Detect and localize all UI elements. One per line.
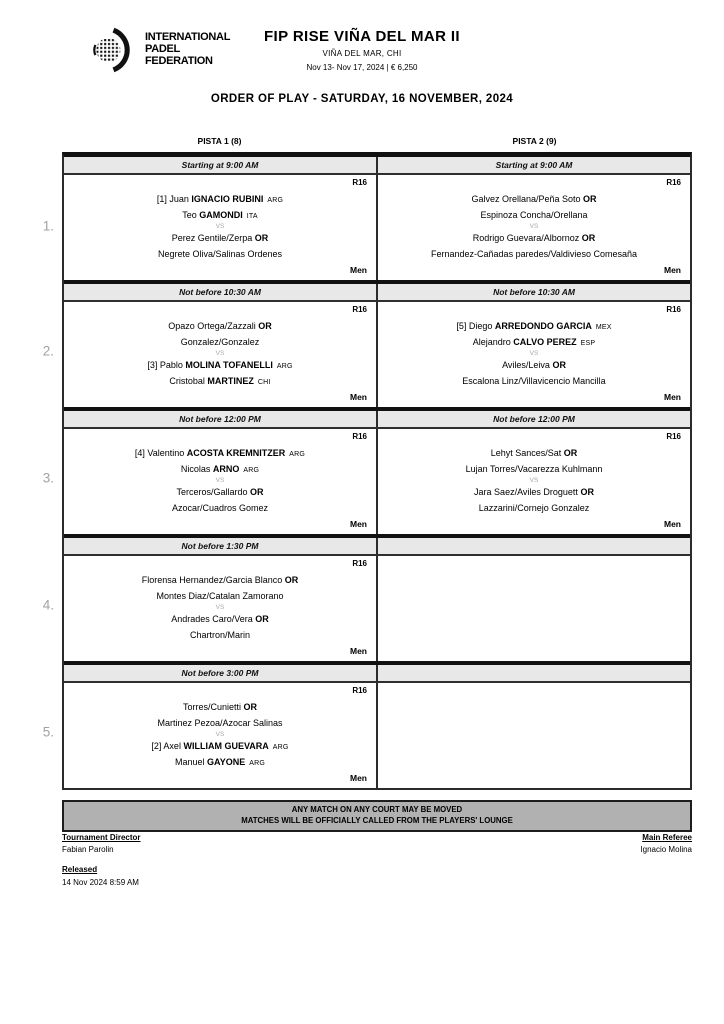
player-surname-text: ARNO bbox=[212, 464, 240, 475]
player-name-text: Teo bbox=[182, 210, 200, 221]
team-line bbox=[387, 360, 681, 371]
country-code: ARG bbox=[289, 450, 306, 458]
category-label: Men bbox=[664, 392, 681, 402]
category-label: Men bbox=[350, 519, 367, 529]
round-label: R16 bbox=[352, 178, 367, 187]
team-line bbox=[387, 210, 681, 221]
player-surname-text: MOLINA TOFANELLI bbox=[185, 359, 273, 370]
player-surname-text: OR bbox=[563, 447, 578, 458]
schedule-row-1 bbox=[42, 157, 690, 280]
match-teams bbox=[387, 443, 681, 519]
team-line bbox=[73, 464, 367, 475]
player-surname-text: OR bbox=[580, 486, 594, 497]
player-surname-text: IGNACIO RUBINI bbox=[191, 193, 264, 204]
player-surname-text: GAYONE bbox=[207, 756, 246, 767]
logo-line-1: INTERNATIONAL bbox=[145, 31, 231, 44]
player-name-text: Opazo Ortega/Zazzali bbox=[168, 320, 259, 331]
player-name-text: Galvez Orellana/Peña Soto bbox=[471, 193, 584, 204]
notice-banner bbox=[62, 800, 692, 832]
schedule-row-2 bbox=[42, 280, 690, 407]
player-name-text: Torres/Cunietti bbox=[182, 701, 244, 712]
category-label: Men bbox=[350, 773, 367, 783]
player-surname-text: MARTINEZ bbox=[207, 375, 254, 386]
logo-line-2: PADEL bbox=[145, 43, 180, 56]
match-cell-pista2 bbox=[376, 429, 690, 534]
time-band bbox=[64, 280, 690, 302]
country-code: ARG bbox=[249, 759, 265, 767]
footer-right bbox=[640, 832, 692, 855]
team-line bbox=[387, 249, 681, 260]
player-name-text: Perez Gentile/Zerpa bbox=[171, 232, 255, 243]
team-line bbox=[73, 757, 367, 768]
main-referee-name: Ignacio Molina bbox=[640, 845, 692, 855]
vs-label: VS bbox=[215, 731, 225, 739]
player-surname-text: CALVO PEREZ bbox=[513, 337, 577, 348]
player-name-text: Escalona Linz/Villavicencio Mancilla bbox=[462, 375, 606, 386]
match-cell-pista1 bbox=[64, 429, 376, 534]
round-label: R16 bbox=[666, 305, 681, 314]
match-cell-pista1 bbox=[64, 302, 376, 407]
player-surname-text: OR bbox=[581, 232, 596, 243]
player-name-text: Martinez Pezoa/Azocar Salinas bbox=[157, 718, 283, 729]
row-number: 5. bbox=[42, 724, 54, 739]
court-header-pista1: PISTA 1 (8) bbox=[197, 136, 242, 146]
match-teams bbox=[387, 697, 681, 773]
event-location: VIÑA DEL MAR, CHI bbox=[322, 49, 402, 58]
time-slot-pista1: Not before 1:30 PM bbox=[181, 541, 259, 551]
match-teams bbox=[73, 570, 367, 646]
player-surname-text: ARREDONDO GARCIA bbox=[494, 320, 592, 331]
team-line bbox=[73, 210, 367, 221]
schedule-table bbox=[42, 136, 692, 790]
player-surname-text: OR bbox=[243, 701, 258, 712]
team-line bbox=[73, 194, 367, 205]
player-surname-text: OR bbox=[254, 232, 269, 243]
category-label bbox=[387, 646, 681, 657]
team-line bbox=[73, 503, 367, 514]
court-header-pista2: PISTA 2 (9) bbox=[512, 136, 557, 146]
country-code: ARG bbox=[243, 467, 260, 475]
match-teams bbox=[73, 697, 367, 773]
player-name-text: Espinoza Concha/Orellana bbox=[480, 210, 588, 221]
team-line bbox=[387, 233, 681, 244]
match-row bbox=[64, 429, 690, 534]
team-line bbox=[73, 614, 367, 625]
match-row bbox=[64, 683, 690, 788]
category-label: Men bbox=[664, 265, 681, 275]
round-label: R16 bbox=[352, 559, 367, 568]
team-line bbox=[387, 448, 681, 459]
main-referee-block bbox=[640, 832, 692, 855]
round-label: R16 bbox=[352, 432, 367, 441]
team-line bbox=[387, 321, 681, 332]
team-line bbox=[73, 360, 367, 371]
footer-left bbox=[62, 832, 141, 888]
time-slot-pista1: Not before 3:00 PM bbox=[181, 668, 259, 678]
player-name-text: [1] Juan bbox=[156, 193, 192, 204]
player-surname-text: ACOSTA KREMNITZER bbox=[186, 447, 286, 458]
player-name-text: Terceros/Gallardo bbox=[176, 486, 251, 497]
country-code: ARG bbox=[267, 196, 284, 204]
round-label: R16 bbox=[666, 178, 681, 187]
team-line bbox=[387, 376, 681, 387]
notice-line-1: ANY MATCH ON ANY COURT MAY BE MOVED bbox=[291, 805, 463, 814]
match-cell-pista1 bbox=[64, 683, 376, 788]
event-title: FIP RISE VIÑA DEL MAR II bbox=[263, 28, 461, 45]
team-line bbox=[387, 503, 681, 514]
tournament-director-block bbox=[62, 832, 141, 855]
player-name-text: Florensa Hernandez/Garcia Blanco bbox=[141, 574, 285, 585]
player-name-text: Aviles/Leiva bbox=[502, 359, 553, 370]
team-line bbox=[73, 741, 367, 752]
team-line bbox=[73, 376, 367, 387]
team-line bbox=[73, 591, 367, 602]
vs-label: VS bbox=[529, 223, 539, 231]
player-surname-text: OR bbox=[284, 574, 299, 585]
match-cell-pista1 bbox=[64, 175, 376, 280]
round-label bbox=[387, 686, 681, 697]
player-name-text: Andrades Caro/Vera bbox=[171, 613, 256, 624]
player-surname-text: OR bbox=[258, 320, 272, 331]
team-line bbox=[73, 337, 367, 348]
schedule-row-4 bbox=[42, 534, 690, 661]
logo-line-3: FEDERATION bbox=[145, 54, 213, 67]
schedule-grid bbox=[42, 152, 692, 790]
team-line bbox=[73, 630, 367, 641]
vs-label: VS bbox=[529, 477, 539, 485]
time-slot-pista2 bbox=[376, 538, 690, 554]
player-name-text: Jara Saez/Aviles Droguett bbox=[474, 486, 581, 497]
category-label: Men bbox=[350, 392, 367, 402]
notice-line-2: MATCHES WILL BE OFFICIALLY CALLED FROM THE PLAYERS' LOUNGE bbox=[241, 816, 513, 826]
player-name-text: [5] Diego bbox=[456, 320, 495, 331]
event-header bbox=[0, 28, 724, 72]
tournament-director-name: Fabian Parolin bbox=[62, 845, 114, 855]
player-name-text: Azocar/Cuadros Gomez bbox=[171, 502, 269, 513]
match-teams bbox=[387, 316, 681, 392]
category-label: Men bbox=[350, 265, 367, 275]
player-name-text: [4] Valentino bbox=[134, 447, 187, 458]
team-line bbox=[73, 718, 367, 729]
player-name-text: Alejandro bbox=[472, 337, 514, 348]
round-label: R16 bbox=[352, 305, 367, 314]
team-line bbox=[73, 448, 367, 459]
vs-label: VS bbox=[215, 350, 225, 358]
player-name-text: Negrete Oliva/Salinas Ordenes bbox=[157, 248, 283, 259]
schedule-row-3 bbox=[42, 407, 690, 534]
category-label bbox=[387, 773, 681, 784]
player-name-text: [2] Axel bbox=[151, 740, 184, 751]
player-surname-text: OR bbox=[583, 193, 597, 204]
round-label: R16 bbox=[352, 686, 367, 695]
released-block bbox=[62, 864, 141, 887]
player-name-text: Fernandez-Cañadas paredes/Valdivieso Comesaña bbox=[431, 248, 637, 259]
team-line bbox=[73, 702, 367, 713]
schedule-row-5 bbox=[42, 661, 690, 788]
match-cell-pista2 bbox=[376, 175, 690, 280]
match-row bbox=[64, 302, 690, 407]
player-name-text: Chartron/Marin bbox=[189, 629, 251, 640]
time-slot-pista2 bbox=[376, 665, 690, 681]
country-code: CHI bbox=[257, 378, 271, 386]
country-code: ITA bbox=[246, 213, 258, 221]
vs-label: VS bbox=[215, 477, 225, 485]
player-name-text: Manuel bbox=[175, 756, 208, 767]
time-band bbox=[64, 534, 690, 556]
vs-label: VS bbox=[529, 350, 539, 358]
vs-label: VS bbox=[215, 223, 225, 231]
match-cell-pista1 bbox=[64, 556, 376, 661]
player-name-text: Cristobal bbox=[169, 375, 208, 386]
team-line bbox=[387, 337, 681, 348]
player-name-text: Gonzalez/Gonzalez bbox=[180, 337, 260, 348]
match-cell-pista2 bbox=[376, 302, 690, 407]
time-slot-pista1: Not before 10:30 AM bbox=[179, 287, 261, 297]
team-line bbox=[73, 233, 367, 244]
time-slot-pista2: Starting at 9:00 AM bbox=[376, 157, 690, 173]
player-name-text: Lazzarini/Cornejo Gonzalez bbox=[478, 502, 590, 513]
round-label bbox=[387, 559, 681, 570]
tournament-director-label: Tournament Director bbox=[62, 833, 141, 842]
team-line bbox=[387, 194, 681, 205]
time-slot-pista1: Starting at 9:00 AM bbox=[181, 160, 259, 170]
time-band bbox=[64, 157, 690, 175]
player-name-text: Montes Diaz/Catalan Zamorano bbox=[156, 591, 284, 602]
time-slot-pista2: Not before 12:00 PM bbox=[376, 411, 690, 427]
released-value: 14 Nov 2024 8:59 AM bbox=[62, 877, 139, 887]
row-number: 1. bbox=[42, 218, 54, 233]
match-teams bbox=[73, 316, 367, 392]
match-cell-pista2-empty bbox=[376, 683, 690, 788]
player-name-text: Rodrigo Guevara/Albornoz bbox=[472, 232, 582, 243]
country-code: MEX bbox=[595, 323, 612, 331]
match-teams bbox=[387, 189, 681, 265]
player-name-text: Lehyt Sances/Sat bbox=[490, 447, 564, 458]
player-surname-text: OR bbox=[255, 613, 269, 624]
player-surname-text: OR bbox=[250, 486, 264, 497]
order-of-play-title: ORDER OF PLAY - SATURDAY, 16 NOVEMBER, 2024 bbox=[210, 93, 514, 105]
match-teams bbox=[73, 443, 367, 519]
time-band bbox=[64, 661, 690, 683]
player-name-text: Nicolas bbox=[180, 464, 213, 475]
country-code: ARG bbox=[272, 743, 289, 751]
player-surname-text: WILLIAM GUEVARA bbox=[183, 740, 269, 751]
match-teams bbox=[73, 189, 367, 265]
category-label: Men bbox=[664, 519, 681, 529]
event-dates-prize: Nov 13- Nov 17, 2024 | € 6,250 bbox=[306, 63, 418, 72]
player-name-text: Lujan Torres/Vacarezza Kuhlmann bbox=[465, 464, 603, 475]
match-cell-pista2-empty bbox=[376, 556, 690, 661]
match-row bbox=[64, 556, 690, 661]
round-label: R16 bbox=[666, 432, 681, 441]
team-line bbox=[73, 321, 367, 332]
player-surname-text: OR bbox=[552, 359, 566, 370]
country-code: ARG bbox=[276, 362, 293, 370]
released-label: Released bbox=[62, 865, 98, 875]
player-name-text: [3] Pablo bbox=[147, 359, 186, 370]
team-line bbox=[387, 464, 681, 475]
match-teams bbox=[387, 570, 681, 646]
court-headers bbox=[62, 136, 692, 152]
category-label: Men bbox=[350, 646, 367, 656]
team-line bbox=[387, 487, 681, 498]
team-line bbox=[73, 487, 367, 498]
main-referee-label: Main Referee bbox=[642, 833, 692, 842]
time-slot-pista2: Not before 10:30 AM bbox=[376, 284, 690, 300]
vs-label: VS bbox=[215, 604, 225, 612]
team-line bbox=[73, 249, 367, 260]
row-number: 4. bbox=[42, 597, 54, 612]
match-row bbox=[64, 175, 690, 280]
row-number: 3. bbox=[42, 470, 54, 485]
row-number: 2. bbox=[42, 343, 54, 358]
player-surname-text: GAMONDI bbox=[199, 210, 243, 221]
time-band bbox=[64, 407, 690, 429]
time-slot-pista1: Not before 12:00 PM bbox=[179, 414, 261, 424]
country-code: ESP bbox=[580, 340, 596, 348]
team-line bbox=[73, 575, 367, 586]
